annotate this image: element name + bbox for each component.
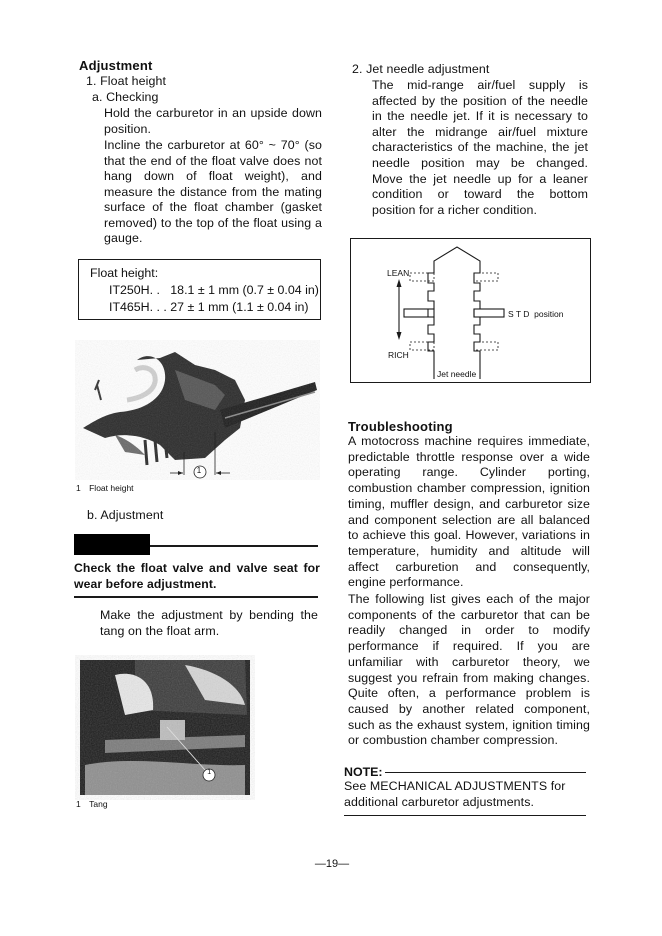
lean-label: LEAN: [387, 268, 410, 278]
item-jet-needle-adjustment: 2. Jet needle adjustment: [352, 62, 490, 76]
jet-needle-diagram: [350, 238, 591, 383]
checking-paragraph-1: Hold the carburetor in an upside down position.: [104, 106, 322, 136]
figure2-caption-number: 1: [76, 799, 81, 809]
std-position-label: S T D position: [508, 309, 564, 319]
float-arm-tang-illustration: [75, 655, 255, 800]
note-bottom-rule: [344, 815, 586, 816]
caution-label-block: [74, 534, 150, 555]
figure1-caption: [76, 483, 134, 493]
note-text: See MECHANICAL ADJUSTMENTS for additional carburetor adjustments.: [344, 779, 566, 809]
figure2-caption: [76, 799, 108, 809]
figure2-caption-text: Tang: [89, 799, 108, 809]
float-height-photo: [75, 340, 320, 480]
item-adjustment: b. Adjustment: [87, 508, 164, 522]
item-float-height: 1. Float height: [86, 74, 167, 88]
troubleshooting-paragraph-1: A motocross machine requires immediate, predictable throttle response over a wide operating range. Cylinder porting, combustion chamber compression, ignition timing, muffler design, and carburetor size and component selection are all balanced to achieve this goal. However, variations in temperature, humidity and altitude will affect carburetion and consequently, engine performance.: [348, 434, 590, 590]
carburetor-illustration: [75, 340, 320, 480]
troubleshooting-paragraph-2: The following list gives each of the major components of the carburetor that can be readily changed in order to modify performance if required. If you are unfamiliar with carburetor theory, we suggest you refrain from making changes. Quite often, a performance problem is caused by another related component, such as the exhaust system, ignition timing or combustion chamber compression.: [348, 592, 590, 748]
figure1-callout: 1: [196, 466, 202, 475]
adjustment-paragraph: Make the adjustment by bending the tang on the float arm.: [100, 608, 318, 638]
troubleshooting-title: Troubleshooting: [348, 419, 453, 434]
tang-photo: [75, 655, 255, 800]
item-checking: a. Checking: [92, 90, 159, 104]
caution-bottom-rule: [74, 596, 318, 598]
float-height-spec-box: [78, 259, 321, 320]
caution-top-rule: [150, 545, 318, 547]
spec-row-it250h: IT250H. . 18.1 ± 1 mm (0.7 ± 0.04 in): [109, 283, 319, 297]
section-title-adjustment: Adjustment: [79, 58, 153, 73]
spec-row-it465h: IT465H. . . 27 ± 1 mm (1.1 ± 0.04 in): [109, 300, 309, 314]
page-number: —19—: [314, 858, 350, 870]
caution-text: Check the float valve and valve seat for wear before adjustment.: [74, 561, 320, 591]
checking-paragraph-2: Incline the carburetor at 60° ~ 70° (so that the end of the float valve does not hang down of float weight), and measure the distance from the mating surface of the float chamber (gasket removed) to the top of the float using a gauge.: [104, 138, 322, 245]
figure1-caption-number: 1: [76, 483, 81, 493]
note-top-rule: [385, 772, 586, 773]
note-label: NOTE:: [344, 765, 383, 779]
jet-needle-paragraph: The mid-range air/fuel supply is affected by the position of the needle in the needle jet. If it is necessary to alter the midrange air/fuel mixture characteristics of the machine, the jet needle position may be changed. Move the jet needle up for a leaner condition or toward the bottom position for a richer condition.: [372, 78, 588, 217]
rich-label: RICH: [388, 350, 409, 360]
figure2-callout: 1: [207, 769, 211, 776]
figure1-caption-text: Float height: [89, 483, 134, 493]
jet-needle-caption: Jet needle: [437, 369, 477, 379]
spec-title: Float height:: [90, 266, 159, 280]
